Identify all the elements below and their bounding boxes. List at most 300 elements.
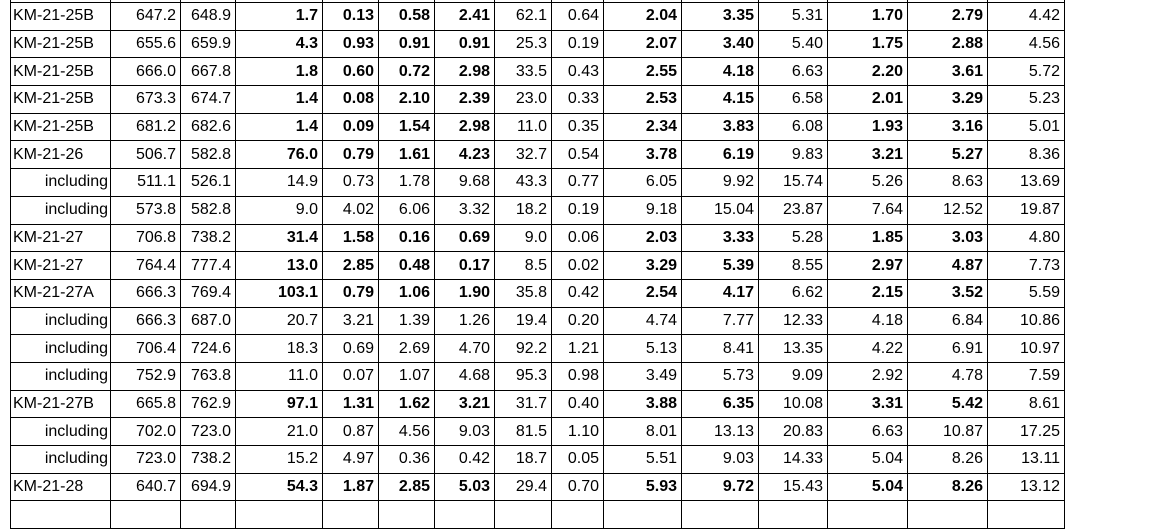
cell-value: 11.0 xyxy=(236,362,323,390)
cell-value: 14.33 xyxy=(759,446,828,474)
cell-value: 7.59 xyxy=(988,362,1065,390)
cell-value: 0.69 xyxy=(435,224,495,252)
cell-value: 763.8 xyxy=(181,362,236,390)
cell-value: 666.0 xyxy=(111,58,181,86)
cell-value: 1.85 xyxy=(828,224,908,252)
cell-value: 0.77 xyxy=(552,169,604,197)
cell-value: 23.0 xyxy=(495,86,552,114)
empty-cell xyxy=(181,501,236,529)
cell-value: 2.15 xyxy=(828,279,908,307)
cell-value: 12.52 xyxy=(908,196,988,224)
cell-value: 4.02 xyxy=(323,196,379,224)
cell-value: 0.64 xyxy=(552,3,604,31)
cell-value: 2.97 xyxy=(828,252,908,280)
table-row xyxy=(11,30,1065,58)
cell-value: 3.52 xyxy=(908,279,988,307)
cell-value: 9.92 xyxy=(682,169,759,197)
cell-value: 14.9 xyxy=(236,169,323,197)
cell-value: 13.12 xyxy=(988,473,1065,501)
table-row xyxy=(11,169,1065,197)
cell-value: 667.8 xyxy=(181,58,236,86)
cell-value: 1.21 xyxy=(552,335,604,363)
cell-value: 6.05 xyxy=(604,169,682,197)
cell-value: 0.17 xyxy=(435,252,495,280)
cell-value: 0.60 xyxy=(323,58,379,86)
cell-value: 7.64 xyxy=(828,196,908,224)
empty-cell xyxy=(11,501,111,529)
cell-value: 4.18 xyxy=(682,58,759,86)
cell-value: 4.68 xyxy=(435,362,495,390)
cell-value: 3.83 xyxy=(682,113,759,141)
cell-value: 0.73 xyxy=(323,169,379,197)
cell-value: 3.49 xyxy=(604,362,682,390)
empty-cell xyxy=(759,501,828,529)
cell-value: 582.8 xyxy=(181,141,236,169)
cell-value: 752.9 xyxy=(111,362,181,390)
cell-value: 3.29 xyxy=(604,252,682,280)
cell-hole-id: including xyxy=(11,446,111,474)
cell-value: 8.26 xyxy=(908,446,988,474)
cell-value: 4.70 xyxy=(435,335,495,363)
cell-value: 723.0 xyxy=(111,446,181,474)
cell-value: 5.23 xyxy=(988,86,1065,114)
cell-value: 640.7 xyxy=(111,473,181,501)
cell-value: 54.3 xyxy=(236,473,323,501)
cell-value: 1.54 xyxy=(379,113,435,141)
cell-value: 682.6 xyxy=(181,113,236,141)
cell-value: 2.85 xyxy=(323,252,379,280)
table-body xyxy=(11,0,1065,529)
cell-value: 0.58 xyxy=(379,3,435,31)
cell-value: 0.79 xyxy=(323,141,379,169)
cell-value: 762.9 xyxy=(181,390,236,418)
cell-value: 10.97 xyxy=(988,335,1065,363)
cell-value: 3.21 xyxy=(323,307,379,335)
cell-value: 9.03 xyxy=(682,446,759,474)
cell-value: 7.77 xyxy=(682,307,759,335)
table-row xyxy=(11,196,1065,224)
empty-cell xyxy=(908,501,988,529)
cell-value: 2.55 xyxy=(604,58,682,86)
cell-hole-id: KM-21-28 xyxy=(11,473,111,501)
cell-value: 4.17 xyxy=(682,279,759,307)
cell-value: 31.4 xyxy=(236,224,323,252)
cell-value: 2.53 xyxy=(604,86,682,114)
cell-value: 0.48 xyxy=(379,252,435,280)
cell-value: 20.7 xyxy=(236,307,323,335)
cell-value: 2.85 xyxy=(379,473,435,501)
empty-cell xyxy=(236,501,323,529)
cell-value: 5.01 xyxy=(988,113,1065,141)
table-row xyxy=(11,279,1065,307)
cell-value: 4.22 xyxy=(828,335,908,363)
cell-value: 4.97 xyxy=(323,446,379,474)
cell-value: 582.8 xyxy=(181,196,236,224)
cell-value: 647.2 xyxy=(111,3,181,31)
cell-value: 769.4 xyxy=(181,279,236,307)
cell-value: 2.10 xyxy=(379,86,435,114)
table-row xyxy=(11,446,1065,474)
cell-value: 1.62 xyxy=(379,390,435,418)
cell-value: 4.87 xyxy=(908,252,988,280)
cell-value: 2.98 xyxy=(435,58,495,86)
cell-value: 5.51 xyxy=(604,446,682,474)
cell-value: 3.21 xyxy=(828,141,908,169)
cell-value: 3.16 xyxy=(908,113,988,141)
cell-value: 1.93 xyxy=(828,113,908,141)
table-row xyxy=(11,307,1065,335)
table-row xyxy=(11,141,1065,169)
cell-hole-id: KM-21-27B xyxy=(11,390,111,418)
cell-hole-id: including xyxy=(11,362,111,390)
cell-value: 0.05 xyxy=(552,446,604,474)
cell-value: 1.26 xyxy=(435,307,495,335)
cell-value: 6.35 xyxy=(682,390,759,418)
cell-value: 8.55 xyxy=(759,252,828,280)
cell-value: 17.25 xyxy=(988,418,1065,446)
empty-cell xyxy=(379,501,435,529)
cell-value: 1.39 xyxy=(379,307,435,335)
empty-cell xyxy=(111,501,181,529)
cell-value: 764.4 xyxy=(111,252,181,280)
cell-value: 4.3 xyxy=(236,30,323,58)
table-row xyxy=(11,418,1065,446)
cell-value: 511.1 xyxy=(111,169,181,197)
table-row xyxy=(11,113,1065,141)
cell-hole-id: KM-21-25B xyxy=(11,113,111,141)
cell-value: 777.4 xyxy=(181,252,236,280)
cell-value: 3.33 xyxy=(682,224,759,252)
cell-value: 31.7 xyxy=(495,390,552,418)
cell-value: 0.91 xyxy=(379,30,435,58)
cell-value: 2.01 xyxy=(828,86,908,114)
table-row xyxy=(11,335,1065,363)
cell-value: 92.2 xyxy=(495,335,552,363)
cell-value: 573.8 xyxy=(111,196,181,224)
cell-value: 9.03 xyxy=(435,418,495,446)
cell-value: 5.40 xyxy=(759,30,828,58)
cell-value: 4.80 xyxy=(988,224,1065,252)
cell-value: 3.29 xyxy=(908,86,988,114)
cell-value: 5.28 xyxy=(759,224,828,252)
cell-value: 506.7 xyxy=(111,141,181,169)
cell-value: 9.72 xyxy=(682,473,759,501)
cell-value: 8.61 xyxy=(988,390,1065,418)
cell-value: 6.06 xyxy=(379,196,435,224)
cell-value: 666.3 xyxy=(111,307,181,335)
cell-value: 21.0 xyxy=(236,418,323,446)
cell-value: 1.7 xyxy=(236,3,323,31)
cell-value: 15.74 xyxy=(759,169,828,197)
cell-value: 4.74 xyxy=(604,307,682,335)
cell-hole-id: KM-21-25B xyxy=(11,3,111,31)
cell-value: 13.35 xyxy=(759,335,828,363)
cell-value: 29.4 xyxy=(495,473,552,501)
cell-value: 0.91 xyxy=(435,30,495,58)
cell-value: 5.26 xyxy=(828,169,908,197)
cell-value: 1.4 xyxy=(236,86,323,114)
cell-value: 5.13 xyxy=(604,335,682,363)
cell-value: 3.78 xyxy=(604,141,682,169)
cell-value: 0.79 xyxy=(323,279,379,307)
cell-value: 665.8 xyxy=(111,390,181,418)
cell-value: 0.06 xyxy=(552,224,604,252)
cell-value: 674.7 xyxy=(181,86,236,114)
cell-value: 8.5 xyxy=(495,252,552,280)
cell-value: 5.93 xyxy=(604,473,682,501)
cell-value: 3.32 xyxy=(435,196,495,224)
clipped-row xyxy=(11,501,1065,529)
cell-value: 2.92 xyxy=(828,362,908,390)
cell-value: 2.07 xyxy=(604,30,682,58)
cell-value: 3.35 xyxy=(682,3,759,31)
cell-value: 2.98 xyxy=(435,113,495,141)
table-row xyxy=(11,390,1065,418)
cell-value: 10.87 xyxy=(908,418,988,446)
cell-value: 6.84 xyxy=(908,307,988,335)
cell-value: 25.3 xyxy=(495,30,552,58)
cell-value: 15.2 xyxy=(236,446,323,474)
cell-value: 0.19 xyxy=(552,196,604,224)
cell-value: 3.03 xyxy=(908,224,988,252)
cell-value: 10.86 xyxy=(988,307,1065,335)
cell-value: 7.73 xyxy=(988,252,1065,280)
cell-value: 9.83 xyxy=(759,141,828,169)
cell-value: 97.1 xyxy=(236,390,323,418)
cell-value: 1.8 xyxy=(236,58,323,86)
cell-hole-id: including xyxy=(11,196,111,224)
cell-value: 659.9 xyxy=(181,30,236,58)
cell-value: 10.08 xyxy=(759,390,828,418)
cell-value: 35.8 xyxy=(495,279,552,307)
cell-value: 5.04 xyxy=(828,446,908,474)
cell-value: 13.0 xyxy=(236,252,323,280)
cell-value: 0.19 xyxy=(552,30,604,58)
cell-hole-id: KM-21-27 xyxy=(11,224,111,252)
cell-value: 1.07 xyxy=(379,362,435,390)
cell-value: 8.01 xyxy=(604,418,682,446)
cell-value: 673.3 xyxy=(111,86,181,114)
cell-value: 2.88 xyxy=(908,30,988,58)
cell-value: 1.78 xyxy=(379,169,435,197)
cell-value: 738.2 xyxy=(181,224,236,252)
cell-value: 8.26 xyxy=(908,473,988,501)
cell-value: 0.93 xyxy=(323,30,379,58)
table-row xyxy=(11,3,1065,31)
cell-value: 76.0 xyxy=(236,141,323,169)
cell-value: 5.73 xyxy=(682,362,759,390)
table-row xyxy=(11,473,1065,501)
cell-value: 648.9 xyxy=(181,3,236,31)
table-row xyxy=(11,362,1065,390)
cell-value: 5.27 xyxy=(908,141,988,169)
table-row xyxy=(11,224,1065,252)
cell-value: 687.0 xyxy=(181,307,236,335)
cell-value: 43.3 xyxy=(495,169,552,197)
cell-value: 32.7 xyxy=(495,141,552,169)
cell-value: 11.0 xyxy=(495,113,552,141)
cell-value: 706.8 xyxy=(111,224,181,252)
cell-value: 3.31 xyxy=(828,390,908,418)
cell-value: 526.1 xyxy=(181,169,236,197)
cell-value: 1.4 xyxy=(236,113,323,141)
cell-value: 5.39 xyxy=(682,252,759,280)
cell-value: 8.63 xyxy=(908,169,988,197)
cell-value: 0.33 xyxy=(552,86,604,114)
empty-cell xyxy=(828,501,908,529)
drill-results-table xyxy=(10,0,1065,529)
cell-value: 0.70 xyxy=(552,473,604,501)
cell-value: 2.04 xyxy=(604,3,682,31)
cell-hole-id: including xyxy=(11,307,111,335)
cell-value: 694.9 xyxy=(181,473,236,501)
cell-value: 18.7 xyxy=(495,446,552,474)
cell-value: 2.39 xyxy=(435,86,495,114)
cell-value: 2.79 xyxy=(908,3,988,31)
cell-value: 0.36 xyxy=(379,446,435,474)
cell-value: 95.3 xyxy=(495,362,552,390)
cell-value: 4.23 xyxy=(435,141,495,169)
cell-value: 0.07 xyxy=(323,362,379,390)
cell-value: 33.5 xyxy=(495,58,552,86)
cell-value: 5.04 xyxy=(828,473,908,501)
cell-value: 18.3 xyxy=(236,335,323,363)
cell-hole-id: KM-21-25B xyxy=(11,86,111,114)
cell-value: 2.34 xyxy=(604,113,682,141)
cell-value: 3.40 xyxy=(682,30,759,58)
cell-value: 0.13 xyxy=(323,3,379,31)
cell-value: 5.72 xyxy=(988,58,1065,86)
cell-value: 1.31 xyxy=(323,390,379,418)
cell-value: 4.15 xyxy=(682,86,759,114)
cell-value: 15.04 xyxy=(682,196,759,224)
table-viewport xyxy=(10,0,1065,529)
cell-hole-id: KM-21-25B xyxy=(11,58,111,86)
empty-cell xyxy=(604,501,682,529)
cell-value: 702.0 xyxy=(111,418,181,446)
cell-value: 0.87 xyxy=(323,418,379,446)
empty-cell xyxy=(682,501,759,529)
cell-value: 12.33 xyxy=(759,307,828,335)
cell-value: 4.78 xyxy=(908,362,988,390)
cell-value: 0.08 xyxy=(323,86,379,114)
cell-value: 2.41 xyxy=(435,3,495,31)
cell-value: 8.41 xyxy=(682,335,759,363)
cell-value: 13.69 xyxy=(988,169,1065,197)
cell-value: 1.70 xyxy=(828,3,908,31)
cell-value: 2.54 xyxy=(604,279,682,307)
cell-value: 0.42 xyxy=(552,279,604,307)
cell-value: 9.0 xyxy=(495,224,552,252)
cell-value: 666.3 xyxy=(111,279,181,307)
cell-value: 2.03 xyxy=(604,224,682,252)
empty-cell xyxy=(435,501,495,529)
cell-value: 1.87 xyxy=(323,473,379,501)
cell-value: 1.90 xyxy=(435,279,495,307)
cell-value: 0.72 xyxy=(379,58,435,86)
cell-value: 13.13 xyxy=(682,418,759,446)
cell-value: 62.1 xyxy=(495,3,552,31)
cell-value: 6.63 xyxy=(759,58,828,86)
cell-value: 8.36 xyxy=(988,141,1065,169)
cell-value: 19.87 xyxy=(988,196,1065,224)
cell-hole-id: including xyxy=(11,169,111,197)
cell-value: 0.02 xyxy=(552,252,604,280)
cell-value: 9.18 xyxy=(604,196,682,224)
cell-value: 723.0 xyxy=(181,418,236,446)
cell-value: 6.58 xyxy=(759,86,828,114)
cell-value: 0.43 xyxy=(552,58,604,86)
cell-value: 9.68 xyxy=(435,169,495,197)
cell-value: 655.6 xyxy=(111,30,181,58)
cell-hole-id: KM-21-25B xyxy=(11,30,111,58)
cell-value: 5.31 xyxy=(759,3,828,31)
empty-cell xyxy=(495,501,552,529)
cell-value: 5.03 xyxy=(435,473,495,501)
cell-value: 1.61 xyxy=(379,141,435,169)
cell-value: 2.69 xyxy=(379,335,435,363)
empty-cell xyxy=(552,501,604,529)
cell-value: 1.75 xyxy=(828,30,908,58)
cell-value: 13.11 xyxy=(988,446,1065,474)
cell-value: 4.42 xyxy=(988,3,1065,31)
cell-value: 0.98 xyxy=(552,362,604,390)
cell-value: 0.16 xyxy=(379,224,435,252)
cell-value: 1.58 xyxy=(323,224,379,252)
cell-value: 738.2 xyxy=(181,446,236,474)
cell-value: 3.88 xyxy=(604,390,682,418)
empty-cell xyxy=(988,501,1065,529)
cell-value: 6.91 xyxy=(908,335,988,363)
cell-value: 1.10 xyxy=(552,418,604,446)
cell-value: 0.40 xyxy=(552,390,604,418)
cell-value: 9.0 xyxy=(236,196,323,224)
cell-value: 0.35 xyxy=(552,113,604,141)
cell-hole-id: including xyxy=(11,418,111,446)
cell-value: 1.06 xyxy=(379,279,435,307)
cell-value: 0.54 xyxy=(552,141,604,169)
cell-value: 23.87 xyxy=(759,196,828,224)
cell-value: 4.18 xyxy=(828,307,908,335)
cell-value: 6.62 xyxy=(759,279,828,307)
cell-value: 6.63 xyxy=(828,418,908,446)
cell-value: 0.69 xyxy=(323,335,379,363)
cell-value: 5.42 xyxy=(908,390,988,418)
cell-value: 6.08 xyxy=(759,113,828,141)
cell-value: 0.09 xyxy=(323,113,379,141)
cell-value: 81.5 xyxy=(495,418,552,446)
cell-hole-id: KM-21-27A xyxy=(11,279,111,307)
cell-value: 4.56 xyxy=(379,418,435,446)
cell-value: 724.6 xyxy=(181,335,236,363)
table-row xyxy=(11,252,1065,280)
empty-cell xyxy=(323,501,379,529)
cell-value: 4.56 xyxy=(988,30,1065,58)
cell-value: 15.43 xyxy=(759,473,828,501)
cell-hole-id: including xyxy=(11,335,111,363)
table-row xyxy=(11,58,1065,86)
table-row xyxy=(11,86,1065,114)
cell-value: 706.4 xyxy=(111,335,181,363)
cell-value: 0.20 xyxy=(552,307,604,335)
cell-value: 18.2 xyxy=(495,196,552,224)
cell-value: 5.59 xyxy=(988,279,1065,307)
cell-value: 6.19 xyxy=(682,141,759,169)
cell-value: 9.09 xyxy=(759,362,828,390)
cell-value: 681.2 xyxy=(111,113,181,141)
cell-hole-id: KM-21-26 xyxy=(11,141,111,169)
cell-value: 3.61 xyxy=(908,58,988,86)
